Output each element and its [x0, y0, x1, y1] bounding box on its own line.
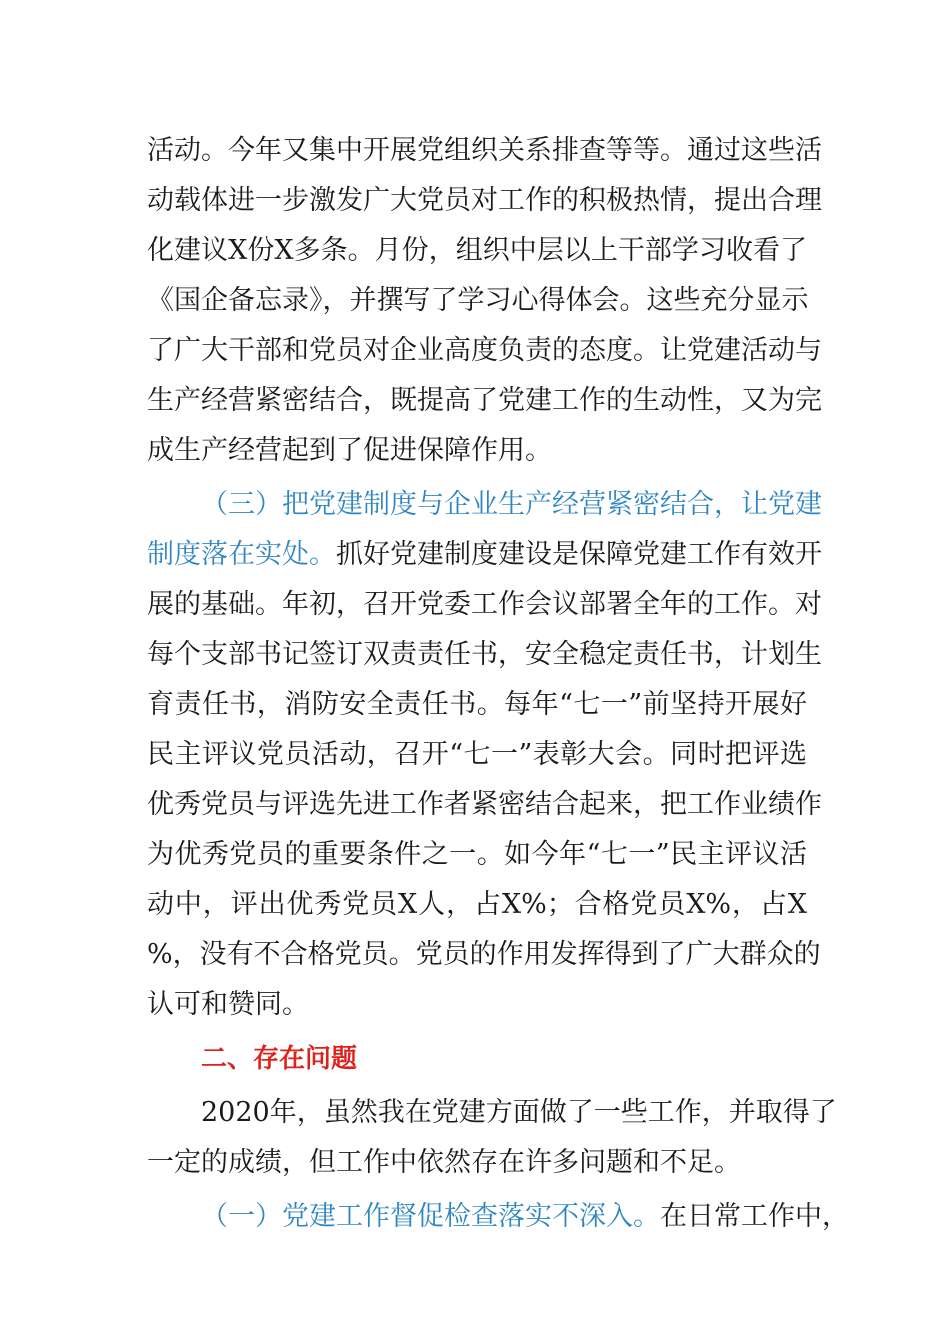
text-line: %，没有不合格党员。党员的作用发挥得到了广大群众的: [147, 939, 821, 970]
text-line: 化建议X份X多条。月份，组织中层以上干部学习收看了: [147, 235, 807, 266]
text-line: 每个支部书记签订双责责任书，安全稳定责任书，计划生: [147, 639, 822, 670]
paragraph-supervision: [147, 1192, 849, 1242]
text-line: 民主评议党员活动，召开“七一”表彰大会。同时把评选: [147, 739, 807, 770]
text-line: 动载体进一步激发广大党员对工作的积极热情，提出合理: [147, 185, 822, 216]
section-heading-problems: 二、存在问题: [201, 1044, 358, 1074]
text-line: 育责任书，消防安全责任书。每年“七一”前坚持开展好: [147, 689, 807, 720]
subheading-run: （一）党建工作督促检查落实不深入。: [201, 1201, 660, 1232]
paragraph-activities: [147, 126, 822, 476]
subheading-tail: 制度落在实处。: [147, 539, 336, 570]
text-line: 为优秀党员的重要条件之一。如今年“七一”民主评议活: [147, 839, 807, 870]
text-line: 成生产经营起到了促进保障作用。: [147, 435, 552, 466]
text-line: 了广大干部和党员对企业高度负责的态度。让党建活动与: [147, 335, 822, 366]
text-line: 展的基础。年初，召开党委工作会议部署全年的工作。对: [147, 589, 822, 620]
text-run: 在日常工作中，: [660, 1201, 849, 1232]
text-line: 《国企备忘录》，并撰写了学习心得体会。这些充分显示: [147, 285, 809, 316]
text-line: 一定的成绩，但工作中依然存在许多问题和不足。: [147, 1147, 741, 1178]
document-body: [147, 126, 849, 1242]
text-line: 优秀党员与评选先进工作者紧密结合起来，把工作业绩作: [147, 789, 822, 820]
text-line: 认可和赞同。: [147, 989, 309, 1020]
text-line: 动中，评出优秀党员X人，占X%；合格党员X%，占X: [147, 889, 807, 920]
text-line: [147, 530, 822, 580]
paragraph-summary: [147, 1088, 837, 1188]
paragraph-party-system: [147, 480, 822, 1030]
text-line: 生产经营紧密结合，既提高了党建工作的生动性，又为完: [147, 385, 822, 416]
text-line: 2020年，虽然我在党建方面做了一些工作，并取得了: [201, 1097, 837, 1128]
text-line: 活动。今年又集中开展党组织关系排查等等。通过这些活: [147, 135, 822, 166]
subheading-line: （三）把党建制度与企业生产经营紧密结合，让党建: [201, 489, 822, 520]
text-run: 抓好党建制度建设是保障党建工作有效开: [336, 539, 822, 570]
